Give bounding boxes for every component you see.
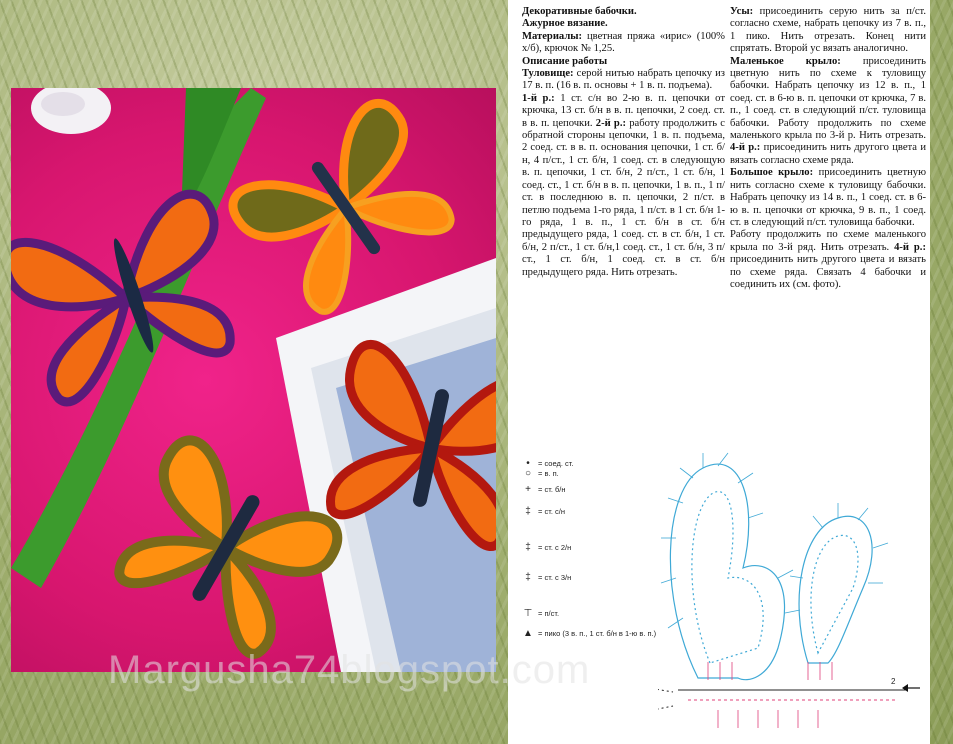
body-label: Туловище: <box>522 68 574 80</box>
legend-item <box>518 609 678 619</box>
materials-label: Материалы: <box>522 30 583 42</box>
article-subtitle: Ажурное вязание. <box>522 18 608 30</box>
body-text: серой нитью набрать цепочку из 17 в. п. (16 в. п. основы + 1 в. п. подъема). <box>522 68 725 92</box>
body-chain <box>678 690 908 700</box>
description-heading: Описание работы <box>522 55 608 67</box>
legend-symbol: ‡ <box>525 572 531 583</box>
legend-item <box>518 507 678 517</box>
antennae-text: присоединить серую нить за п/ст. согласно схеме, набрать цепочку из 7 в. п., 1 пико. Нить отрезать. Конец нити спрятать. Второй ус вязать аналогично. <box>730 6 926 55</box>
legend-symbol: ⊤ <box>523 608 533 619</box>
row1-text: 1 ст. с/н во 2-ю в. п. цепочки от крючка, 13 ст. б/н в в. п. цепочки, 2 соед. ст. в в. п. цепочки. <box>522 92 725 129</box>
butterflies-illustration <box>11 88 496 672</box>
legend-label: = ст. с 2/н <box>538 543 572 552</box>
big-wing-outline <box>670 464 784 680</box>
legend-item <box>518 629 658 639</box>
legend-label: = пико (3 в. п., 1 ст. б/н в 1-ю в. п.) <box>538 629 657 638</box>
legend-symbol: ‡ <box>525 542 531 553</box>
big-row4-text: присоединить нить другого цвета и вязать по схеме ряда. Связать 4 бабочки и соединить их (см. фото). <box>730 254 926 290</box>
legend-label: = п/ст. <box>538 609 560 618</box>
materials-text: цветная пряжа «ирис» (100% х/б), крючок № 1,25. <box>522 30 725 55</box>
big-wing-label: Большое крыло: <box>730 167 814 179</box>
row2-text: работу продолжить с обратной стороны цепочки, 1 в. п. подъема, 2 соед. ст. в в. п. основания цепочки, 1 ст. б/н, 4 п/ст., 1 ст. б/н, 1 соед. ст. в следующую в. п. цепочки, 1 ст. б/н, 2 п/ст., 1 ст. б/н, 1 соед. ст., 1 ст. б/н в в. п. цепочки, 1 в. п., 1 п/ст. в последнюю в. п. цепочки, 2 п/ст. в петлю подъема 1-го ряда, 1 п/ст. в 1 ст. б/н 1-го ряда, 1 в. п., 1 ст. б/н в ст. б/н предыдущего ряда, 1 соед. ст. в ст. б/н, 1 ст. б/н, 2 п/ст., 1 ст. б/н,1 соед. ст., 1 ст. б/н, 3 п/ст., 1 ст. б/н, 1 соед. ст. в ст. б/н предыдущего ряда. Нить отрезать. <box>522 117 725 278</box>
big-row4-label: 4-й р.: <box>894 241 926 253</box>
legend-item <box>518 469 678 479</box>
legend-symbol: • <box>526 458 530 469</box>
small-wing-text: присоединить цветную нить по схеме к туловищу бабочки. Набрать цепочку из 12 в. п., 1 соед. ст. в 6-ю в. п. цепочки от крючка, 7 в. п., 1 соед. ст. в следующий п/ст. туловища бабочки. Работу продолжить по схеме маленького крыла по 3-й р. Нить отрезать. <box>730 55 926 142</box>
legend-symbol: ▲ <box>523 628 533 639</box>
legend-item <box>518 573 678 583</box>
diagram-row-label: 2 <box>891 677 896 686</box>
row1-label: 1-й р.: <box>522 92 555 104</box>
instructions-left-column <box>522 6 725 279</box>
antennae-label: Усы: <box>730 6 754 17</box>
ray-stitches <box>661 453 888 628</box>
big-continue-text: Работу продолжить по схеме маленького крыла по 3-й ряд. Нить отрезать. <box>730 229 926 253</box>
legend-label: = соед. ст. <box>538 459 574 468</box>
instructions-right-column <box>730 6 926 291</box>
small-wing-outline <box>799 516 872 663</box>
legend-symbol: + <box>525 484 531 495</box>
legend-symbol: ○ <box>524 468 532 479</box>
big-wing-text: присоединить цветную нить согласно схеме к туловищу бабочки. Набрать цепочку из 14 в. п., 1 соед. ст. в 6-ю в. п. цепочки от крючка, 9 в. п., 1 соед. ст. в следующий п/ст. туловища бабочки. <box>730 167 926 228</box>
legend-label: = ст. б/н <box>538 485 566 494</box>
instructions-page <box>508 0 930 744</box>
legend-item <box>518 459 678 469</box>
legend-label: = ст. с/н <box>538 507 565 516</box>
legend-symbol: ‡ <box>525 506 531 517</box>
legend-label: = в. п. <box>538 469 559 478</box>
row2-label: 2-й р.: <box>595 117 626 129</box>
butterflies-photo <box>11 88 496 672</box>
crochet-chart <box>658 448 930 744</box>
leg-rays <box>708 662 832 728</box>
legend-item <box>518 543 678 553</box>
small-wing-label: Маленькое крыло: <box>730 55 841 67</box>
legend-label: = ст. с 3/н <box>538 573 572 582</box>
article-title: Декоративные бабочки. <box>522 6 637 17</box>
legend-item <box>518 485 678 495</box>
small-row4-label: 4-й р.: <box>730 142 761 154</box>
small-row4-text: присоединить нить другого цвета и вязать согласно схеме ряда. <box>730 142 926 166</box>
watermark: Margusha74blogspot.com <box>108 648 591 692</box>
